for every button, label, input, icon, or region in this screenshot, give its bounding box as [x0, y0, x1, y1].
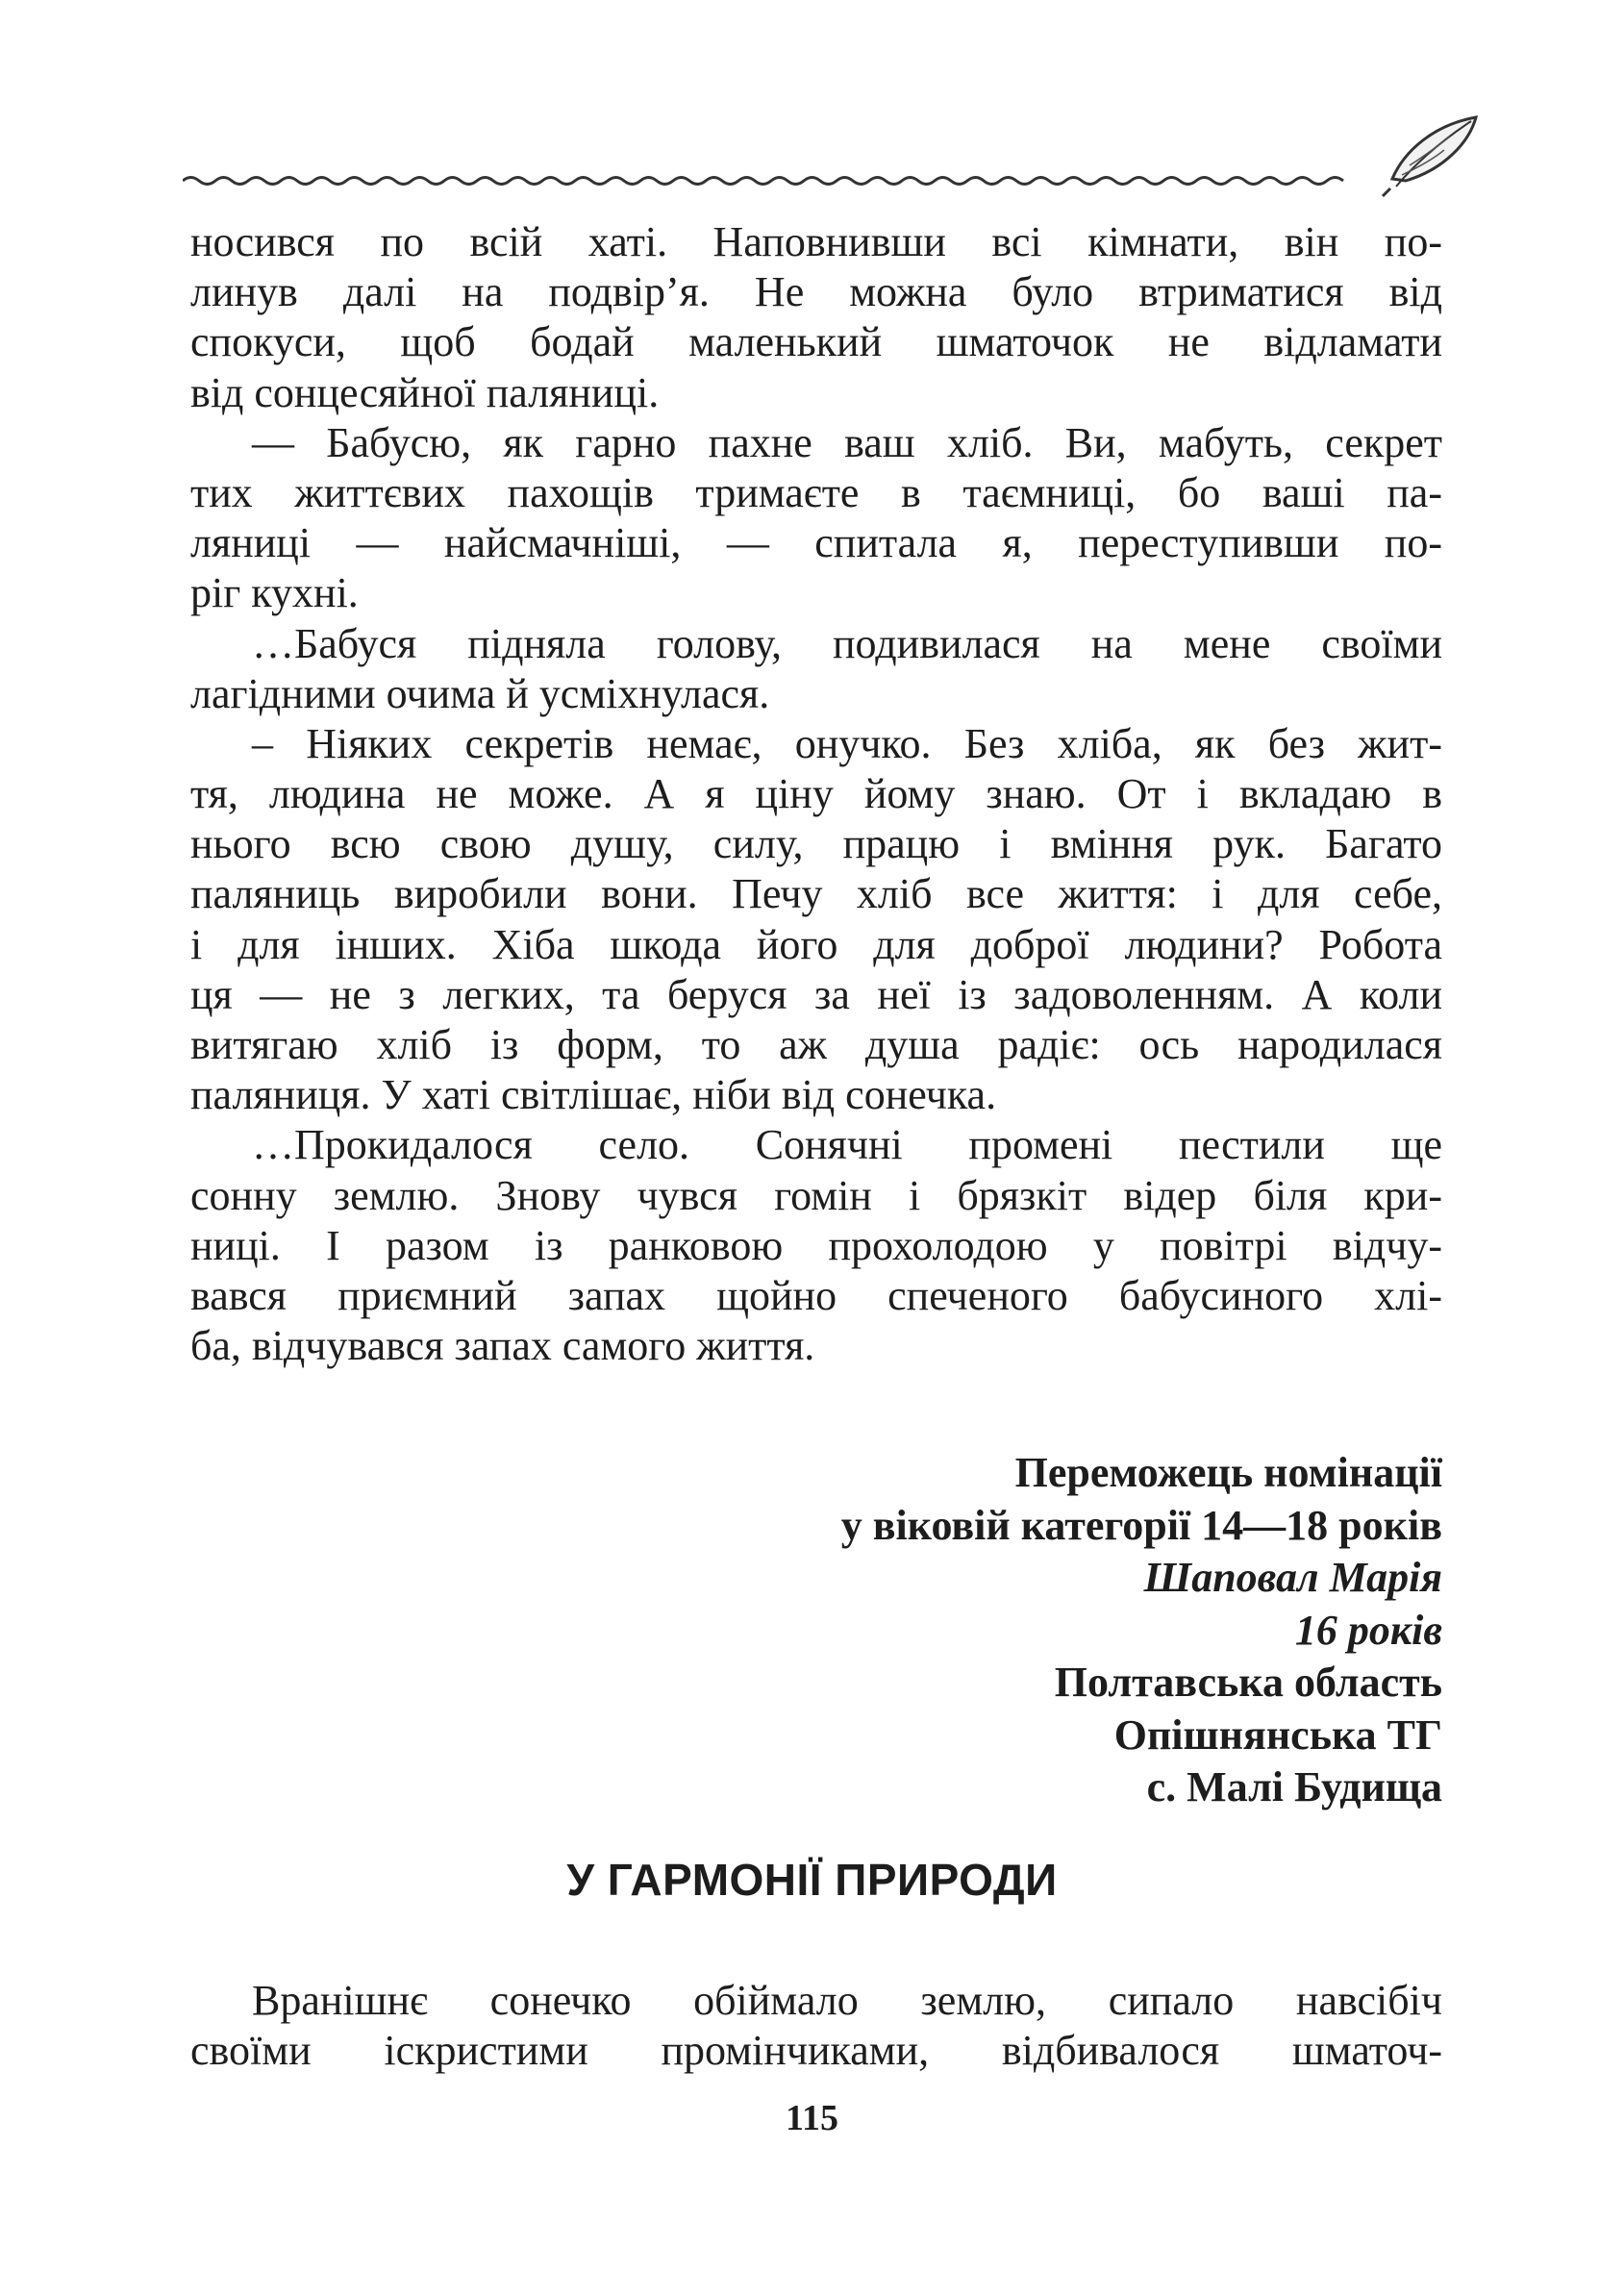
- author-signature: [841, 1447, 1442, 1814]
- feather-icon: [1383, 117, 1476, 196]
- text-line: — Бабусю, як гарно пахне ваш хліб. Ви, мабуть, секрет: [252, 418, 1442, 466]
- text-line: – Ніяких секретів немає, онучко. Без хліба, як без жит-: [252, 719, 1442, 767]
- wave-line: [183, 178, 1343, 185]
- author-age: 16 років: [1294, 1606, 1442, 1654]
- text-line: вався приємний запах щойно спеченого бабусиного хлі-: [190, 1271, 1442, 1319]
- text-line: сонну землю. Знову чувся гомін і брязкіт відер біля кри-: [190, 1171, 1442, 1219]
- next-story-text: [190, 1976, 1442, 2076]
- text-line: линув далі на подвір’я. Не можна було втриматися від: [190, 268, 1442, 316]
- text-line: лагідними очима й усміхнулася.: [190, 669, 770, 717]
- text-line: і для інших. Хіба шкода його для доброї людини? Робота: [190, 920, 1442, 968]
- age-category: у віковій категорії 14—18 років: [840, 1501, 1442, 1549]
- text-line: носився по всій хаті. Наповнивши всі кімнати, він по-: [190, 218, 1442, 265]
- text-line: витягаю хліб із форм, то аж душа радіє: ось народилася: [190, 1021, 1442, 1068]
- page-number: 115: [786, 2098, 838, 2138]
- author-region: Полтавська область: [1054, 1659, 1442, 1706]
- text-line: ляниці — найсмачніші, — спитала я, переступивши по-: [190, 519, 1442, 567]
- text-line: тих життєвих пахощів тримаєте в таємниці, бо ваші па-: [190, 468, 1442, 516]
- text-line: паляниць виробили вони. Печу хліб все життя: і для себе,: [190, 870, 1442, 918]
- text-line: ниці. І разом із ранковою прохолодою у повітрі відчу-: [190, 1221, 1442, 1269]
- text-line: спокуси, щоб бодай маленький шматочок не відламати: [190, 318, 1442, 366]
- story-title: У ГАРМОНІЇ ПРИРОДИ: [566, 1855, 1058, 1905]
- text-line: …Прокидалося село. Сонячні промені пестили ще: [252, 1121, 1442, 1169]
- text-line: паляниця. У хаті світлішає, ніби від сонечка.: [190, 1071, 997, 1119]
- text-line: своїми іскристими промінчиками, відбивалося шматоч-: [190, 2027, 1442, 2074]
- header-wave-ornament: [183, 113, 1490, 210]
- author-village: с. Малі Будища: [1146, 1763, 1442, 1810]
- text-line: ріг кухні.: [190, 569, 359, 617]
- main-story-text: [190, 217, 1442, 1371]
- text-line: …Бабуся підняла голову, подивилася на мене своїми: [252, 619, 1442, 667]
- text-line: ця — не з легких, та беруся за неї із задоволенням. А коли: [190, 970, 1442, 1018]
- author-name: Шаповал Марія: [1143, 1554, 1442, 1601]
- text-line: Вранішнє сонечко обіймало землю, сипало навсібіч: [252, 1977, 1442, 2024]
- award-label: Переможець номінації: [1014, 1449, 1442, 1496]
- text-line: від сонцесяйної паляниці.: [190, 368, 660, 416]
- author-community: Опішнянська ТГ: [1113, 1710, 1442, 1759]
- text-line: нього всю свою душу, силу, працю і вміння рук. Багато: [190, 820, 1442, 868]
- text-line: тя, людина не може. А я ціну йому знаю. От і вкладаю в: [190, 770, 1442, 818]
- text-line: ба, відчувався запах самого життя.: [190, 1322, 815, 1370]
